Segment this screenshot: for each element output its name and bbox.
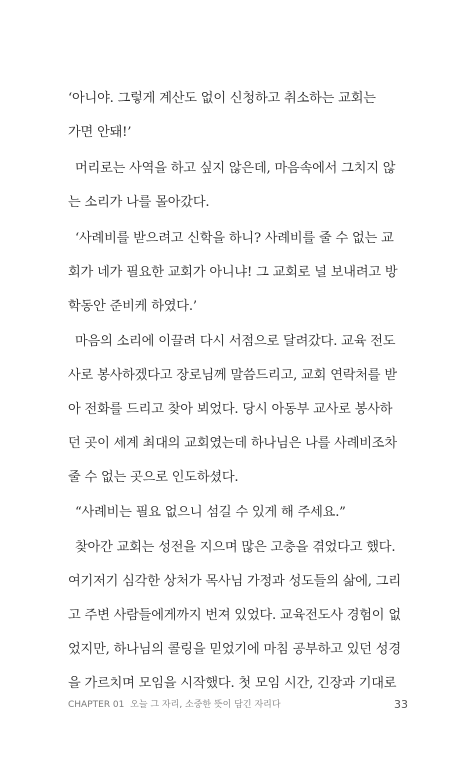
running-footer — [68, 697, 281, 713]
text-line-9: 사로 봉사하겠다고 장로님께 말씀드리고, 교회 연락처를 받 — [68, 368, 397, 383]
text-line-12: 줄 수 없는 곳으로 인도하셨다. — [68, 470, 239, 485]
text-line-3: 머리로는 사역을 하고 싶지 않은데, 마음속에서 그치지 않 — [75, 161, 396, 176]
text-line-13: “사례비는 필요 없으니 섬길 수 있게 해 주세요.” — [75, 505, 346, 520]
text-line-16: 고 주변 사람들에게까지 번져 있었다. 교육전도사 경험이 없 — [68, 608, 401, 623]
page-footer — [68, 697, 408, 713]
text-line-8: 마음의 소리에 이끌려 다시 서점으로 달려갔다. 교육 전도 — [75, 334, 396, 349]
text-line-5: ‘사례비를 받으려고 신학을 하니? 사례비를 줄 수 없는 교 — [75, 231, 394, 246]
text-line-1: ‘아니야. 그렇게 계산도 없이 신청하고 취소하는 교회는 — [68, 91, 376, 106]
page-number: 33 — [394, 698, 408, 711]
text-line-17: 었지만, 하나님의 콜링을 믿었기에 마침 공부하고 있던 성경 — [68, 642, 401, 657]
text-line-14: 찾아간 교회는 성전을 지으며 많은 고충을 겪었다고 했다. — [75, 540, 396, 555]
text-line-10: 아 전화를 드리고 찾아 뵈었다. 당시 아동부 교사로 봉사하 — [68, 402, 393, 417]
text-line-4: 는 소리가 나를 몰아갔다. — [68, 195, 210, 210]
text-line-7: 학동안 준비케 하였다.’ — [68, 299, 197, 314]
text-line-6: 회가 네가 필요한 교회가 아니냐! 그 교회로 널 보내려고 방 — [68, 265, 398, 280]
text-line-15: 여기저기 심각한 상처가 목사님 가정과 성도들의 삶에, 그리 — [68, 574, 401, 589]
text-line-11: 던 곳이 세계 최대의 교회였는데 하나님은 나를 사례비조차 — [68, 436, 397, 451]
chapter-title: 오늘 그 자리, 소중한 뜻이 담긴 자리다 — [130, 700, 281, 710]
text-line-2: 가면 안돼!’ — [68, 125, 132, 140]
text-line-18: 을 가르치며 모임을 시작했다. 첫 모임 시간, 긴장과 기대로 — [68, 676, 397, 691]
chapter-label: CHAPTER 01 — [68, 700, 125, 710]
